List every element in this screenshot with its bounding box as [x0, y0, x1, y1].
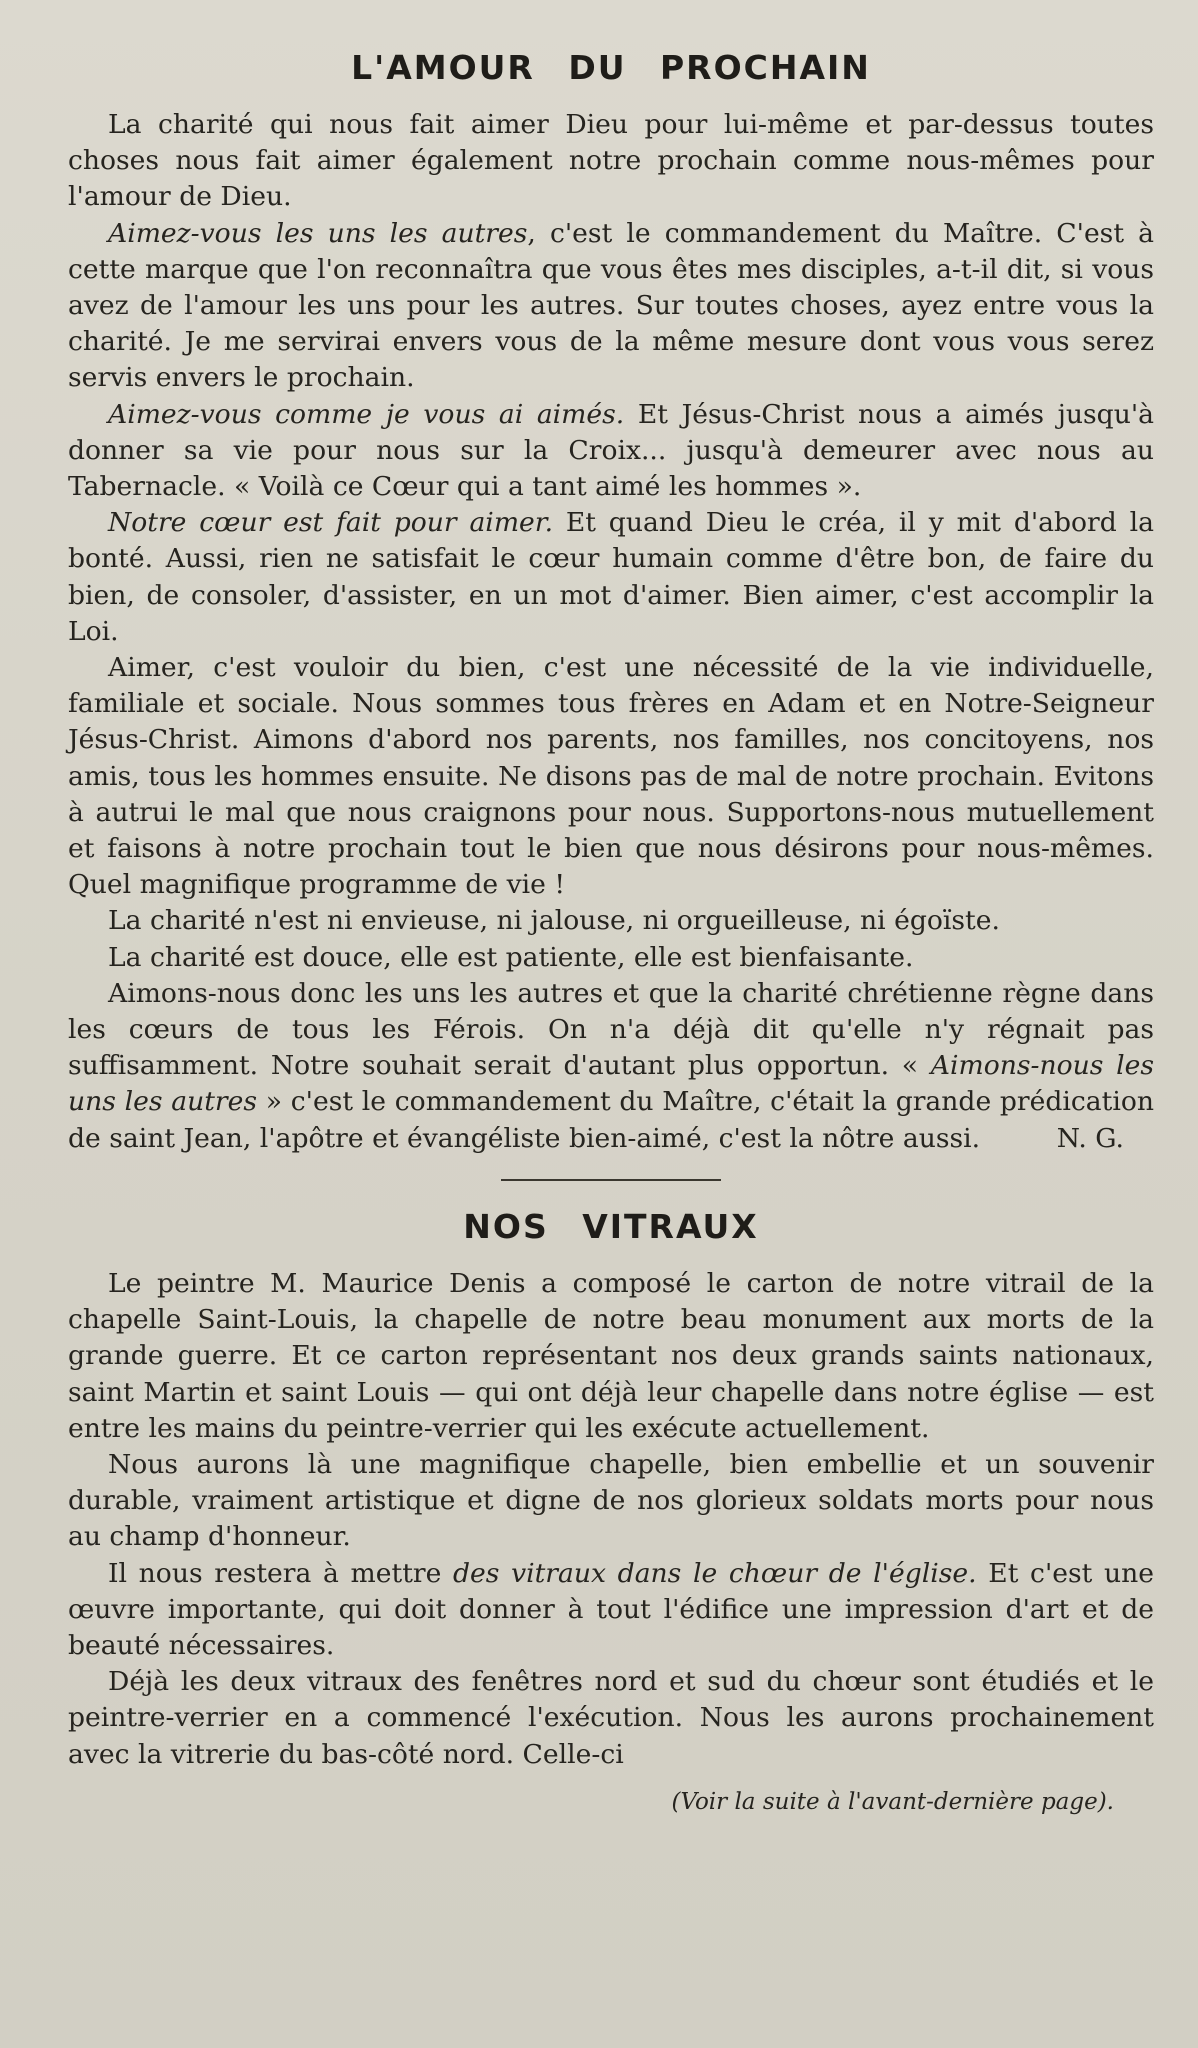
paragraph: Aimer, c'est vouloir du bien, c'est une nécessité de la vie individuelle, familiale et sociale. Nous sommes tous frères en Adam et en Notre-Seigneur Jésus-Christ. Aimons d'abord nos parents, nos familles, nos concitoyens, nos amis, tous les hommes ensuite. Ne disons pas de mal de notre prochain. Evitons à autrui le mal que nous craignons pour nous. Supportons-nous mutuellement et faisons à notre prochain tout le bien que nous désirons pour nous-mêmes. Quel magnifique programme de vie !: [68, 652, 1154, 901]
article-nos-vitraux: [68, 1207, 1154, 1815]
paragraph: Déjà les deux vitraux des fenêtres nord et sud du chœur sont étudiés et le peintre-verrier en a commencé l'exécution. Nous les aurons prochainement avec la vitrerie du bas-côté nord. Celle-ci: [68, 1666, 1154, 1770]
paragraph: Nous aurons là une magnifique chapelle, bien embellie et un souvenir durable, vraiment artistique et digne de nos glorieux soldats morts pour nous au champ d'honneur.: [68, 1448, 1154, 1553]
paragraph: Aimez-vous comme je vous ai aimés. Et Jésus-Christ nous a aimés jusqu'à donner sa vie pour nous sur la Croix... jusqu'à demeurer avec nous au Tabernacle. « Voilà ce Cœur qui a tant aimé les hommes ».: [68, 398, 1154, 503]
paragraph: Aimez-vous les uns les autres, c'est le commandement du Maître. C'est à cette marque que l'on reconnaîtra que vous êtes mes disciples, a-t-il dit, si vous avez de l'amour les uns pour les autres. Sur toutes choses, ayez entre vous la charité. Je me servirai envers vous de la même mesure dont vous vous serez servis envers le prochain.: [68, 217, 1154, 394]
signature: N. G.: [1056, 1122, 1124, 1154]
continued-note: (Voir la suite à l'avant-dernière page).: [671, 1788, 1114, 1815]
paragraph: La charité qui nous fait aimer Dieu pour lui-même et par-dessus toutes choses nous fait aimer également notre prochain comme nous-mêmes pour l'amour de Dieu.: [68, 109, 1154, 213]
italic-quote: Aimez-vous comme je vous ai aimés.: [108, 398, 625, 430]
paragraph: Notre cœur est fait pour aimer. Et quand Dieu le créa, il y mit d'abord la bonté. Aussi, rien ne satisfait le cœur humain comme d'être bon, de faire du bien, de consoler, d'assister, en un mot d'aimer. Bien aimer, c'est accomplir la Loi.: [68, 507, 1154, 647]
paragraph: Il nous restera à mettre des vitraux dans le chœur de l'église. Et c'est une œuvre importante, qui doit donner à tout l'édifice une impression d'art et de beauté nécessaires.: [68, 1557, 1154, 1661]
italic-quote: Aimez-vous les uns les autres: [108, 217, 528, 249]
italic-quote: Aimons-nous les uns les autres: [68, 1050, 1154, 1118]
paragraph: La charité est douce, elle est patiente, elle est bienfaisante.: [108, 941, 914, 973]
article-title: L'AMOUR DU PROCHAIN: [351, 48, 871, 87]
article-amour-du-prochain: [68, 48, 1154, 1157]
italic-quote: des vitraux dans le chœur de l'église.: [453, 1557, 977, 1589]
paragraph: La charité n'est ni envieuse, ni jalouse, ni orgueilleuse, ni égoïste.: [108, 905, 1000, 937]
italic-quote: Notre cœur est fait pour aimer.: [108, 507, 554, 539]
article-title: NOS VITRAUX: [463, 1206, 759, 1246]
paragraph: Aimons-nous donc les uns les autres et que la charité chrétienne règne dans les cœurs de tous les Férois. On n'a déjà dit qu'elle n'y régnait pas suffisamment. Notre souhait serait d'autant plus opportun. « Aimons-nous les uns les autres » c'est le commandement du Maître, c'était la grande prédication de saint Jean, l'apôtre et évangéliste bien-aimé, c'est la nôtre aussi. N. G.: [68, 976, 1154, 1157]
paragraph: Le peintre M. Maurice Denis a composé le carton de notre vitrail de la chapelle Saint-Louis, la chapelle de notre beau monument aux morts de la grande guerre. Et ce carton représentant nos deux grands saints nationaux, saint Martin et saint Louis — qui ont déjà leur chapelle dans notre église — est entre les mains du peintre-verrier qui les exécute actuellement.: [68, 1267, 1154, 1444]
section-divider: [501, 1179, 721, 1181]
